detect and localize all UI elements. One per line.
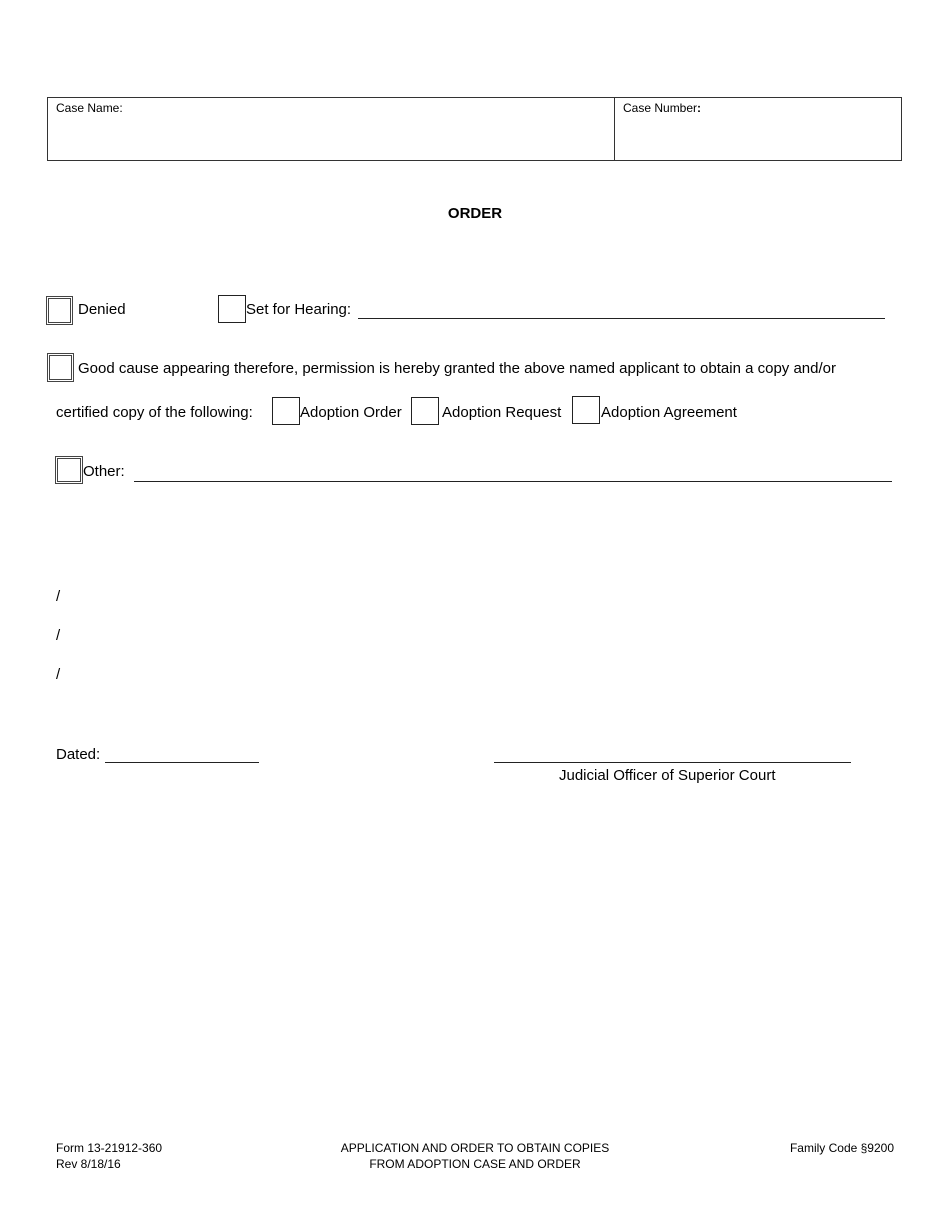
other-line[interactable]	[134, 481, 892, 482]
adoption-agreement-label: Adoption Agreement	[601, 404, 737, 421]
doc-title-line1: APPLICATION AND ORDER TO OBTAIN COPIES	[340, 1141, 610, 1155]
adoption-order-checkbox[interactable]	[272, 397, 300, 425]
page-title: ORDER	[447, 205, 503, 222]
set-for-hearing-label: Set for Hearing:	[246, 301, 352, 318]
set-for-hearing-checkbox[interactable]	[218, 295, 246, 323]
hearing-date-line[interactable]	[358, 318, 885, 319]
slash-mark: /	[56, 666, 61, 683]
case-name-label: Case Name:	[56, 101, 123, 115]
good-cause-checkbox[interactable]	[47, 353, 74, 382]
adoption-request-label: Adoption Request	[442, 404, 562, 421]
case-header-box	[47, 97, 902, 161]
doc-title-line2: FROM ADOPTION CASE AND ORDER	[369, 1157, 581, 1171]
slash-mark: /	[56, 588, 61, 605]
good-cause-text: Good cause appearing therefore, permission is hereby granted the above named applicant to obtain a copy and/or	[78, 360, 836, 377]
adoption-request-checkbox[interactable]	[411, 397, 439, 425]
denied-label: Denied	[78, 301, 126, 318]
dated-label: Dated:	[56, 746, 101, 763]
adoption-order-label: Adoption Order	[300, 404, 402, 421]
other-label: Other:	[83, 463, 125, 480]
other-checkbox[interactable]	[55, 456, 83, 484]
denied-checkbox[interactable]	[46, 296, 73, 325]
form-revision: Rev 8/18/16	[56, 1157, 121, 1171]
adoption-agreement-checkbox[interactable]	[572, 396, 600, 424]
footer-code-ref: Family Code §9200	[789, 1141, 894, 1155]
slash-mark: /	[56, 627, 61, 644]
case-number-label: Case Number:	[623, 101, 702, 115]
case-header-divider	[614, 98, 615, 160]
signature-line[interactable]	[494, 762, 851, 763]
dated-line[interactable]	[105, 762, 259, 763]
form-number: Form 13-21912-360	[56, 1141, 163, 1155]
judicial-officer-label: Judicial Officer of Superior Court	[559, 767, 776, 784]
certified-copy-text: certified copy of the following:	[56, 404, 253, 421]
